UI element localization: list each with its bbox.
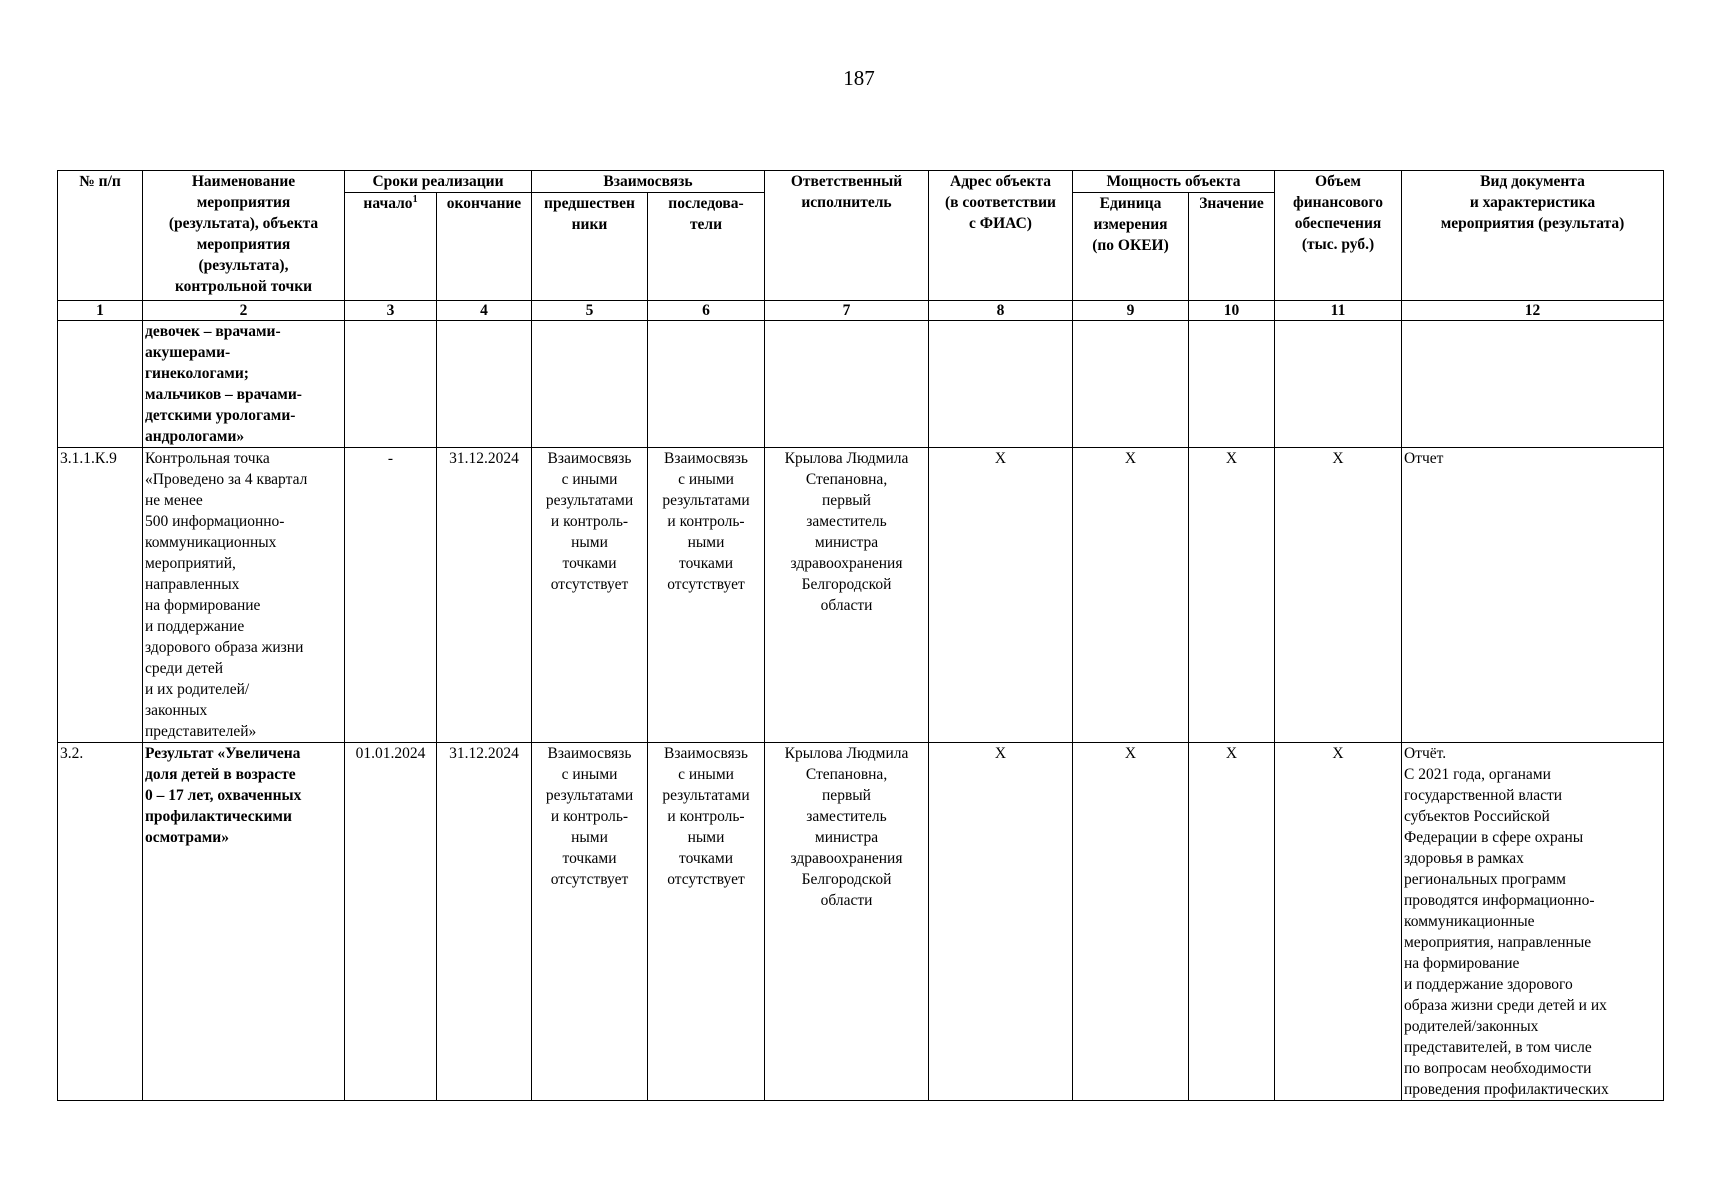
cell-end <box>437 321 532 448</box>
column-number: 9 <box>1073 301 1189 321</box>
column-number: 5 <box>532 301 648 321</box>
cell-end: 31.12.2024 <box>437 448 532 743</box>
header-start-label: начало <box>363 195 413 212</box>
header-power: Мощность объекта <box>1073 171 1275 193</box>
cell-unit <box>1073 321 1189 448</box>
column-number: 1 <box>58 301 143 321</box>
measures-table <box>57 170 1664 1101</box>
cell-predecessors <box>532 321 648 448</box>
cell-start <box>345 321 437 448</box>
cell-name: Контрольная точка «Проведено за 4 квартал не менее 500 информационно- коммуникационных мероприятий, направленных на формирование и поддержание здорового образа жизни среди детей и их родителей/ законных представителей» <box>143 448 345 743</box>
header-end: окончание <box>437 193 532 301</box>
column-number: 11 <box>1275 301 1402 321</box>
cell-responsible <box>765 321 929 448</box>
cell-finance: X <box>1275 448 1402 743</box>
header-num: № п/п <box>58 171 143 301</box>
cell-finance: X <box>1275 743 1402 1101</box>
table-row <box>58 321 1664 448</box>
cell-unit: X <box>1073 743 1189 1101</box>
header-start <box>345 193 437 301</box>
cell-predecessors: Взаимосвязь с иными результатами и контроль- ными точками отсутствует <box>532 743 648 1101</box>
cell-responsible: Крылова Людмила Степановна, первый заместитель министра здравоохранения Белгородской области <box>765 448 929 743</box>
column-number: 4 <box>437 301 532 321</box>
cell-unit: X <box>1073 448 1189 743</box>
header-terms: Сроки реализации <box>345 171 532 193</box>
column-number: 12 <box>1402 301 1664 321</box>
column-number: 8 <box>929 301 1073 321</box>
column-number: 3 <box>345 301 437 321</box>
cell-name: Результат «Увеличена доля детей в возрасте 0 – 17 лет, охваченных профилактическими осмотрами» <box>143 743 345 1101</box>
cell-value: X <box>1189 743 1275 1101</box>
cell-num <box>58 321 143 448</box>
cell-address: X <box>929 743 1073 1101</box>
cell-num: 3.1.1.К.9 <box>58 448 143 743</box>
header-value: Значение <box>1189 193 1275 301</box>
table-row <box>58 448 1664 743</box>
page-number: 187 <box>843 66 875 90</box>
cell-value: X <box>1189 448 1275 743</box>
column-number: 7 <box>765 301 929 321</box>
cell-start: 01.01.2024 <box>345 743 437 1101</box>
header-name: Наименование мероприятия (результата), объекта мероприятия (результата), контрольной точки <box>143 171 345 301</box>
cell-document: Отчёт. С 2021 года, органами государственной власти субъектов Российской Федерации в сфере охраны здоровья в рамках региональных программ проводятся информационно- коммуникационные мероприятия, направленные на формирование и поддержание здорового образа жизни среди детей и их родителей/законных представителей, в том числе по вопросам необходимости проведения профилактических <box>1402 743 1664 1101</box>
header-row-1 <box>58 171 1664 193</box>
cell-document <box>1402 321 1664 448</box>
cell-name: девочек – врачами- акушерами- гинекологами; мальчиков – врачами- детскими урологами- андрологами» <box>143 321 345 448</box>
header-finance: Объем финансового обеспечения (тыс. руб.) <box>1275 171 1402 301</box>
cell-predecessors: Взаимосвязь с иными результатами и контроль- ными точками отсутствует <box>532 448 648 743</box>
header-link: Взаимосвязь <box>532 171 765 193</box>
footnote-marker: 1 <box>412 193 418 205</box>
cell-start: - <box>345 448 437 743</box>
cell-successors: Взаимосвязь с иными результатами и контроль- ными точками отсутствует <box>648 743 765 1101</box>
table-row <box>58 743 1664 1101</box>
cell-successors: Взаимосвязь с иными результатами и контроль- ными точками отсутствует <box>648 448 765 743</box>
column-number: 6 <box>648 301 765 321</box>
cell-document: Отчет <box>1402 448 1664 743</box>
header-successors: последова- тели <box>648 193 765 301</box>
cell-num: 3.2. <box>58 743 143 1101</box>
cell-address <box>929 321 1073 448</box>
column-number-row <box>58 301 1664 321</box>
column-number: 2 <box>143 301 345 321</box>
cell-address: X <box>929 448 1073 743</box>
cell-responsible: Крылова Людмила Степановна, первый заместитель министра здравоохранения Белгородской области <box>765 743 929 1101</box>
cell-end: 31.12.2024 <box>437 743 532 1101</box>
header-responsible: Ответственный исполнитель <box>765 171 929 301</box>
header-address: Адрес объекта (в соответствии с ФИАС) <box>929 171 1073 301</box>
header-unit: Единица измерения (по ОКЕИ) <box>1073 193 1189 301</box>
header-document: Вид документа и характеристика мероприятия (результата) <box>1402 171 1664 301</box>
cell-finance <box>1275 321 1402 448</box>
column-number: 10 <box>1189 301 1275 321</box>
cell-value <box>1189 321 1275 448</box>
cell-successors <box>648 321 765 448</box>
header-predecessors: предшествен ники <box>532 193 648 301</box>
